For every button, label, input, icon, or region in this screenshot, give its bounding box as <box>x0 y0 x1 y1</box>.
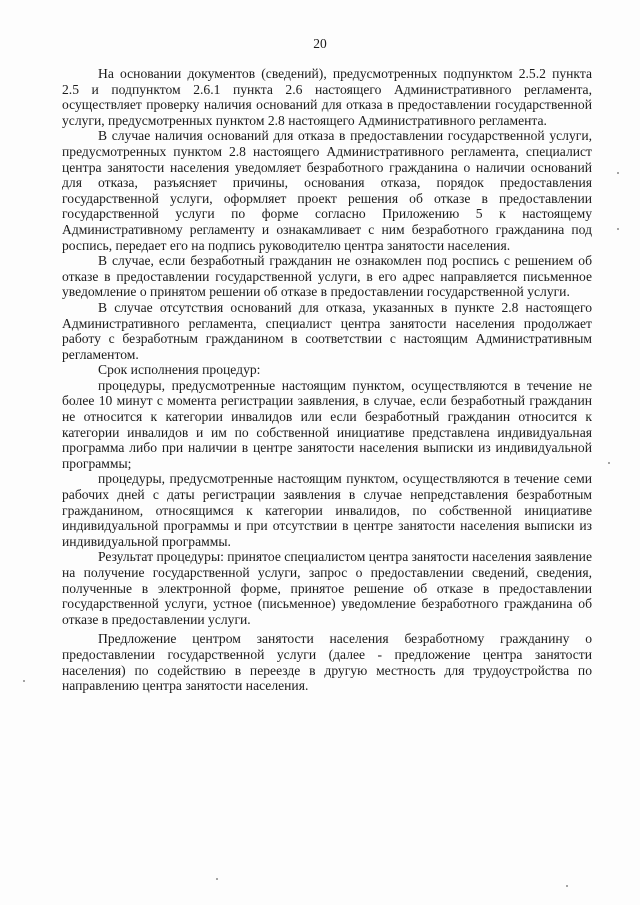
document-body <box>62 66 592 694</box>
scan-speck <box>566 885 568 887</box>
paragraph-no-grounds: В случае отсутствия оснований для отказа, указанных в пункте 2.8 настоящего Административного регламента, специалист центра занятости населения продолжает работу с безработным гражданином в соответствии с настоящим Административным регламентом. <box>62 299 592 362</box>
scan-speck <box>216 878 218 880</box>
paragraph-deadline-10-minutes: процедуры, предусмотренные настоящим пунктом, осуществляются в течение не более 10 минут с момента регистрации заявления, в случае, если безработный гражданин не относится к категории инвалидов или если безработный гражданин относится к категории инвалидов и им по собственной инициативе представлена индивидуальная программа либо при наличии в центре занятости населения выписки из индивидуальной программы; <box>62 377 592 471</box>
paragraph-deadline-7-days: процедуры, предусмотренные настоящим пунктом, осуществляются в течение семи рабочих дней с даты регистрации заявления в случае непредставления безработным гражданином, относящимся к категории инвалидов, по собственной инициативе индивидуальной программы и при отсутствии в центре занятости населения выписки из индивидуальной программы. <box>62 471 592 549</box>
paragraph-deadline-heading: Срок исполнения процедур: <box>98 362 261 378</box>
scan-speck <box>608 462 610 464</box>
scan-speck <box>617 172 619 174</box>
paragraph-verification: На основании документов (сведений), предусмотренных подпунктом 2.5.2 пункта 2.5 и подпунктом 2.6.1 пункта 2.6 настоящего Административного регламента, осуществляет проверку наличия оснований для отказа в предоставлении государственной услуги, предусмотренных пунктом 2.8 настоящего Административного регламента. <box>62 66 592 128</box>
scan-speck <box>617 228 619 230</box>
scan-speck <box>23 680 25 682</box>
paragraph-not-acquainted: В случае, если безработный гражданин не ознакомлен под роспись с решением об отказе в предоставлении государственной услуги, в его адрес направляется письменное уведомление о принятом решении об отказе в предоставлении государственной услуги. <box>62 253 592 300</box>
paragraph-relocation-offer: Предложение центром занятости населения безработному гражданину о предоставлении государственной услуги (далее - предложение центра занятости населения) по содействию в переезде в другую местность для трудоустройства по направлению центра занятости населения. <box>62 631 592 694</box>
paragraph-procedure-result: Результат процедуры: принятое специалистом центра занятости населения заявление на получение государственной услуги, запрос о предоставлении сведений, сведения, полученные в электронной форме, принятое решение об отказе в предоставлении государственной услуги, устное (письменное) уведомление безработного гражданина об отказе в предоставлении услуги. <box>62 549 592 627</box>
page-number: 20 <box>313 36 327 51</box>
paragraph-refusal-grounds: В случае наличия оснований для отказа в предоставлении государственной услуги, предусмотренных пунктом 2.8 настоящего Административного регламента, специалист центра занятости населения уведомляет безработного гражданина о наличии оснований для отказа, разъясняет причины, основания отказа, порядок предоставления государственной услуги, оформляет проект решения об отказе в предоставлении государственной услуги по форме согласно Приложению 5 к настоящему Административному регламенту и ознакамливает с ним безработного гражданина под роспись, передает его на подпись руководителю центра занятости населения. <box>62 128 592 253</box>
